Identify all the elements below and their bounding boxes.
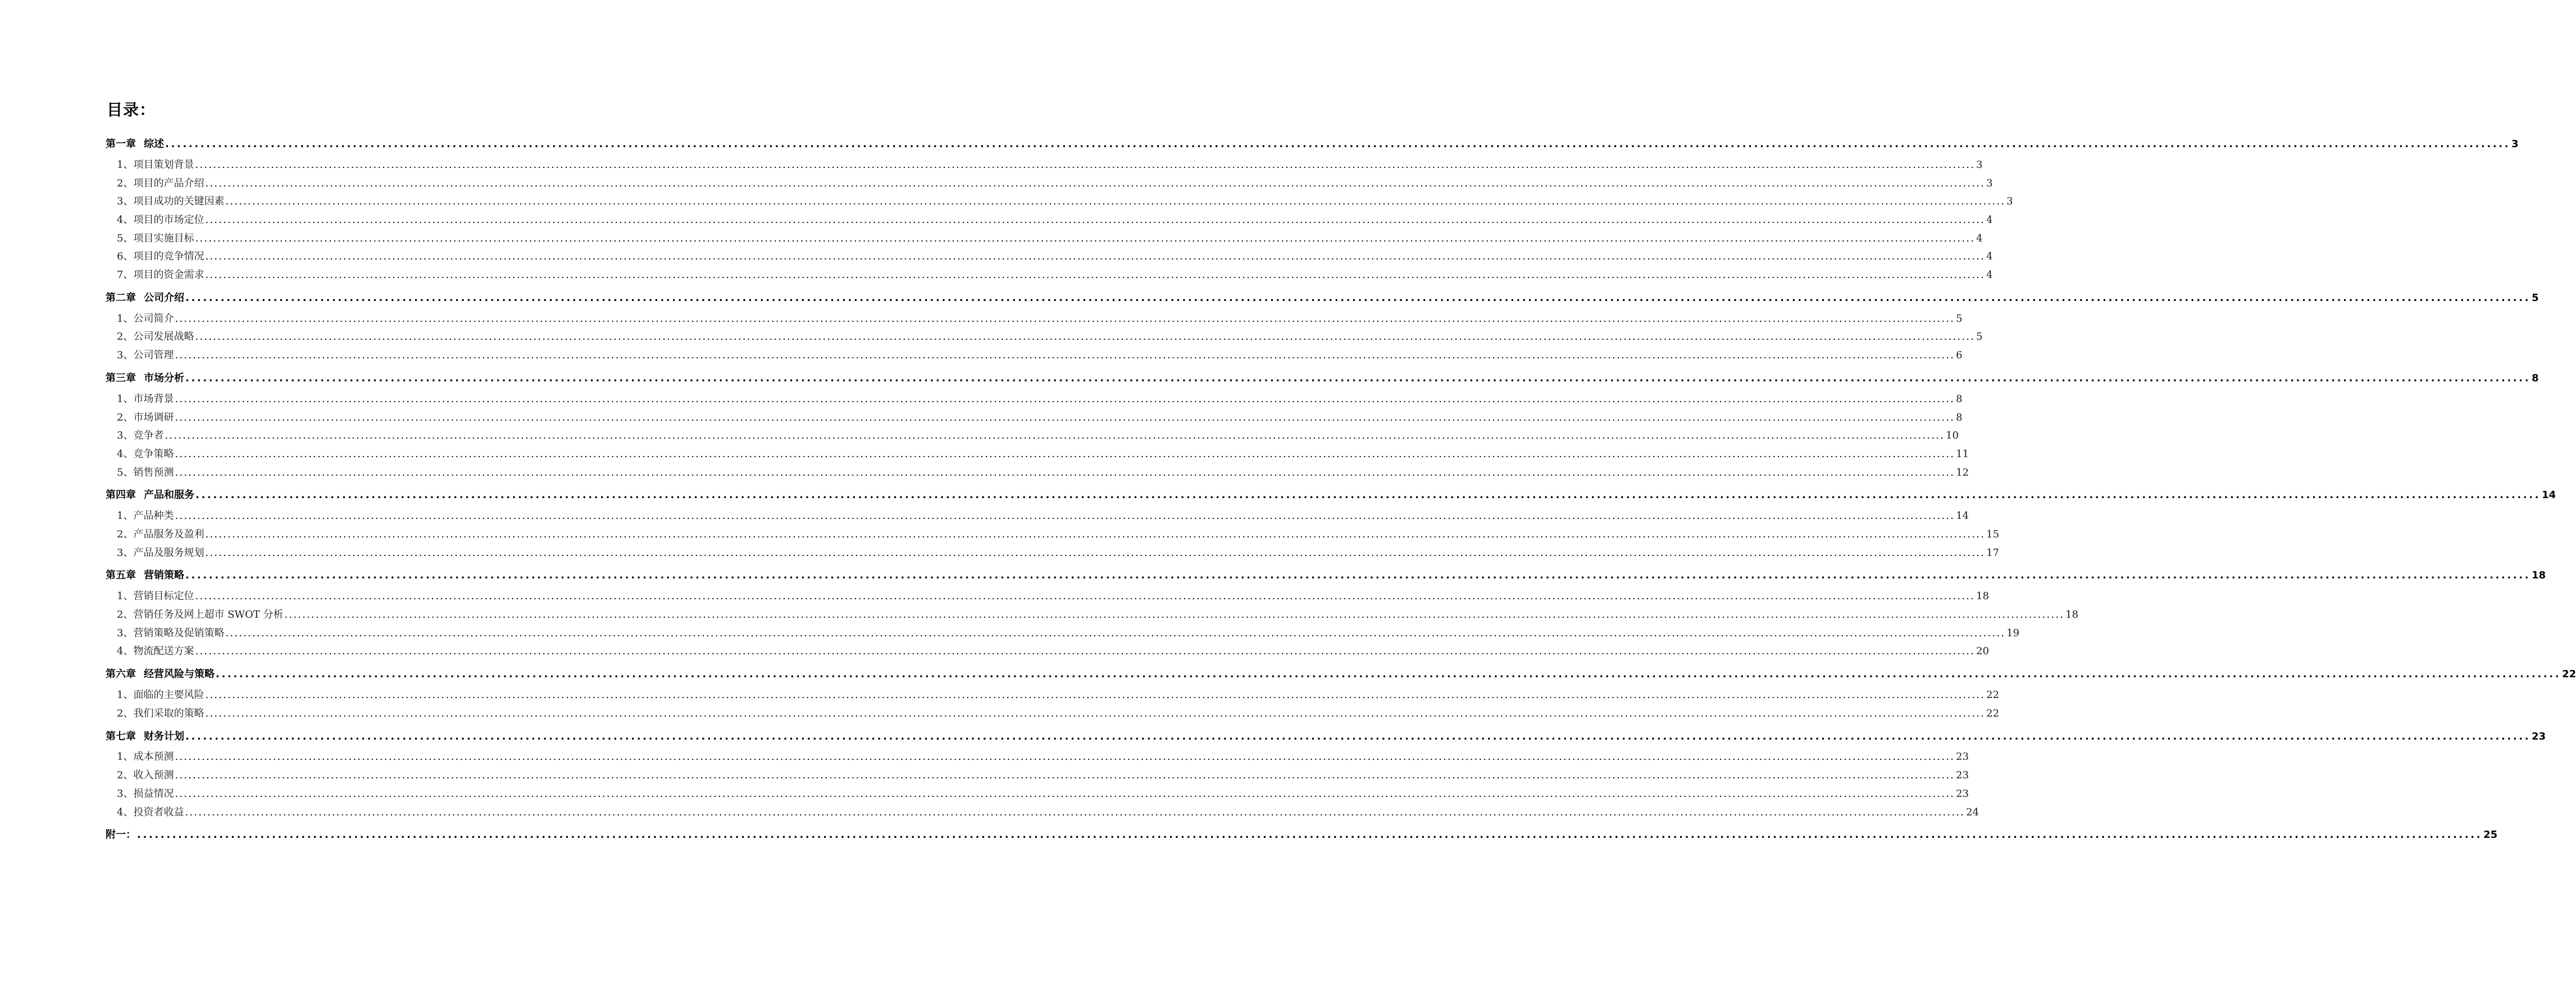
- toc-section-entry[interactable]: [106, 767, 1969, 785]
- chapter-label: [106, 484, 195, 507]
- dot-leader: ................................................................................................................................................................................................................................................................................................................................................................................................................: [175, 769, 1955, 782]
- dot-leader: ................................................................................................................................................................................................................................................................................................................................................................................................................: [185, 291, 2531, 304]
- dot-leader: ................................................................................................................................................................................................................................................................................................................................................................................................................: [175, 349, 1955, 362]
- section-label: 4、项目的市场定位: [117, 211, 205, 230]
- section-label: 2、公司发展战略: [117, 328, 195, 346]
- dot-leader: ................................................................................................................................................................................................................................................................................................................................................................................................................: [165, 430, 1945, 442]
- chapter-label: [106, 725, 185, 749]
- section-label: 4、投资者收益: [117, 804, 185, 822]
- dot-leader: ................................................................................................................................................................................................................................................................................................................................................................................................................: [195, 331, 1976, 343]
- section-label: 4、物流配送方案: [117, 642, 195, 661]
- section-page-number: 11: [1955, 445, 1969, 464]
- section-page-number: 3: [1985, 175, 1992, 193]
- chapter-number: 第六章: [106, 668, 136, 681]
- toc-section-entry[interactable]: [106, 464, 1969, 482]
- section-page-number: 17: [1985, 544, 1999, 563]
- section-label: 1、产品种类: [117, 507, 175, 526]
- toc-section-entry[interactable]: [106, 346, 1963, 365]
- section-list: [106, 156, 2013, 286]
- toc-section-entry[interactable]: [106, 544, 2000, 563]
- section-label: 4、竞争策略: [117, 445, 175, 464]
- dot-leader: ................................................................................................................................................................................................................................................................................................................................................................................................................: [205, 250, 1986, 263]
- chapter-page-number: 23: [2531, 725, 2546, 749]
- section-page-number: 23: [1955, 785, 1969, 804]
- section-label: 7、项目的资金需求: [117, 266, 205, 285]
- toc-chapter-entry[interactable]: [106, 823, 2498, 847]
- section-page-number: 23: [1955, 767, 1969, 785]
- dot-leader: ................................................................................................................................................................................................................................................................................................................................................................................................................: [205, 214, 1986, 226]
- chapter-title: 营销策略: [144, 569, 184, 582]
- chapter-page-number: 8: [2531, 367, 2539, 390]
- chapter-title: 市场分析: [144, 372, 184, 384]
- dot-leader: ................................................................................................................................................................................................................................................................................................................................................................................................................: [205, 689, 1986, 701]
- dot-leader: ................................................................................................................................................................................................................................................................................................................................................................................................................: [195, 645, 1976, 658]
- toc-chapter-entry[interactable]: [106, 484, 2556, 507]
- section-page-number: 5: [1975, 328, 1982, 346]
- toc-section-entry[interactable]: [106, 230, 1983, 248]
- dot-leader: ................................................................................................................................................................................................................................................................................................................................................................................................................: [205, 707, 1986, 719]
- section-label: 1、营销目标定位: [117, 587, 195, 606]
- chapter-label: [106, 286, 185, 310]
- toc-section-entry[interactable]: [106, 156, 1983, 175]
- chapter-title: 产品和服务: [144, 489, 194, 501]
- section-list: [106, 587, 2079, 663]
- section-page-number: 19: [2005, 624, 2019, 643]
- toc-section-entry[interactable]: [106, 804, 1979, 822]
- toc-section-entry[interactable]: [106, 390, 1963, 409]
- section-page-number: 24: [1965, 804, 1979, 822]
- chapter-page-number: 18: [2531, 564, 2546, 587]
- section-label: 1、公司简介: [117, 310, 175, 329]
- dot-leader: ................................................................................................................................................................................................................................................................................................................................................................................................................: [175, 510, 1955, 522]
- section-page-number: 6: [1955, 346, 1962, 365]
- toc-chapter-entry[interactable]: [106, 133, 2519, 156]
- section-page-number: 3: [2005, 193, 2013, 211]
- section-label: 2、项目的产品介绍: [117, 175, 205, 193]
- chapter-page-number: 14: [2541, 484, 2556, 507]
- section-page-number: 10: [1945, 427, 1959, 445]
- dot-leader: ................................................................................................................................................................................................................................................................................................................................................................................................................: [175, 448, 1955, 460]
- section-list: [106, 507, 2000, 564]
- toc-section-entry[interactable]: [106, 248, 1993, 266]
- toc-section-entry[interactable]: [106, 445, 1969, 464]
- toc-section-entry[interactable]: [106, 329, 1983, 347]
- chapter-number: 第一章: [106, 138, 136, 150]
- chapter-number: 第二章: [106, 291, 136, 304]
- toc-section-entry[interactable]: [106, 587, 1990, 606]
- section-label: 3、产品及服务规划: [117, 544, 205, 563]
- toc-chapter-entry[interactable]: [106, 367, 2539, 390]
- page-title: 目录：: [107, 101, 156, 119]
- dot-leader: ................................................................................................................................................................................................................................................................................................................................................................................................................: [205, 269, 1986, 281]
- dot-leader: ................................................................................................................................................................................................................................................................................................................................................................................................................: [216, 668, 2561, 681]
- toc-section-entry[interactable]: [106, 427, 1959, 445]
- section-page-number: 5: [1955, 310, 1962, 329]
- dot-leader: ................................................................................................................................................................................................................................................................................................................................................................................................................: [185, 806, 1965, 818]
- section-page-number: 22: [1985, 686, 1999, 705]
- chapter-title: 财务计划: [144, 730, 184, 742]
- chapter-title: 公司介绍: [144, 291, 184, 304]
- section-label: 6、项目的竞争情况: [117, 248, 205, 266]
- section-page-number: 4: [1985, 211, 1992, 230]
- dot-leader: ................................................................................................................................................................................................................................................................................................................................................................................................................: [195, 158, 1976, 171]
- chapter-label: [106, 367, 185, 390]
- dot-leader: ................................................................................................................................................................................................................................................................................................................................................................................................................: [195, 489, 2541, 501]
- section-label: 1、面临的主要风险: [117, 686, 205, 705]
- dot-leader: ................................................................................................................................................................................................................................................................................................................................................................................................................: [175, 393, 1955, 405]
- dot-leader: ................................................................................................................................................................................................................................................................................................................................................................................................................: [165, 138, 2511, 150]
- section-page-number: 22: [1985, 705, 1999, 723]
- section-list: [106, 310, 1983, 367]
- dot-leader: ................................................................................................................................................................................................................................................................................................................................................................................................................: [137, 829, 2483, 841]
- dot-leader: ................................................................................................................................................................................................................................................................................................................................................................................................................: [195, 590, 1976, 603]
- toc-section-entry[interactable]: [106, 705, 2000, 723]
- dot-leader: ................................................................................................................................................................................................................................................................................................................................................................................................................: [175, 312, 1955, 325]
- section-page-number: 14: [1955, 507, 1969, 526]
- dot-leader: ................................................................................................................................................................................................................................................................................................................................................................................................................: [175, 787, 1955, 800]
- toc-section-entry[interactable]: [106, 507, 1969, 526]
- section-label: 3、项目成功的关键因素: [117, 193, 225, 211]
- section-page-number: 4: [1985, 248, 1992, 266]
- section-label: 1、成本预测: [117, 748, 175, 767]
- chapter-number: 第七章: [106, 730, 136, 742]
- chapter-label: [106, 823, 137, 847]
- section-label: 5、项目实施目标: [117, 230, 195, 248]
- toc-chapter-entry[interactable]: [106, 725, 2546, 749]
- toc-section-entry[interactable]: [106, 749, 1969, 767]
- dot-leader: ................................................................................................................................................................................................................................................................................................................................................................................................................: [205, 177, 1986, 189]
- toc-section-entry[interactable]: [106, 409, 1963, 427]
- section-label: 2、营销任务及网上超市 SWOT 分析: [117, 606, 285, 624]
- section-label: 2、收入预测: [117, 767, 175, 785]
- section-list: [106, 749, 1979, 824]
- toc-section-entry[interactable]: [106, 193, 2013, 211]
- dot-leader: ................................................................................................................................................................................................................................................................................................................................................................................................................: [284, 609, 2065, 621]
- section-page-number: 4: [1985, 266, 1992, 285]
- section-label: 2、我们采取的策略: [117, 705, 205, 723]
- toc-section-entry[interactable]: [106, 266, 1993, 285]
- toc-section-entry[interactable]: [106, 642, 1990, 661]
- chapter-page-number: 5: [2531, 286, 2539, 310]
- section-label: 5、销售预测: [117, 464, 175, 482]
- section-page-number: 8: [1955, 390, 1962, 409]
- chapter-title: 经营风险与策略: [144, 668, 215, 681]
- chapter-label: [106, 663, 216, 686]
- section-list: [106, 390, 1969, 484]
- toc-section-entry[interactable]: [106, 606, 2079, 624]
- toc-section-entry[interactable]: [106, 785, 1969, 804]
- section-page-number: 12: [1955, 464, 1969, 482]
- chapter-number: 附一：: [106, 829, 136, 841]
- section-page-number: 18: [2064, 606, 2078, 624]
- table-of-contents: [106, 133, 2576, 847]
- section-label: 3、营销策略及促销策略: [117, 624, 225, 643]
- section-label: 3、竞争者: [117, 427, 165, 445]
- toc-section-entry[interactable]: [106, 686, 2000, 705]
- chapter-page-number: 22: [2561, 663, 2576, 686]
- chapter-page-number: 3: [2510, 133, 2519, 156]
- section-page-number: 3: [1975, 156, 1982, 175]
- chapter-number: 第五章: [106, 569, 136, 582]
- section-page-number: 4: [1975, 230, 1982, 248]
- dot-leader: ................................................................................................................................................................................................................................................................................................................................................................................................................: [175, 751, 1955, 763]
- toc-section-entry[interactable]: [106, 175, 1993, 193]
- chapter-page-number: 25: [2482, 823, 2497, 847]
- toc-chapter-entry[interactable]: [106, 564, 2546, 587]
- dot-leader: ................................................................................................................................................................................................................................................................................................................................................................................................................: [175, 411, 1955, 423]
- toc-chapter-entry[interactable]: [106, 663, 2576, 686]
- chapter-label: [106, 133, 165, 156]
- section-page-number: 8: [1955, 409, 1962, 427]
- dot-leader: ................................................................................................................................................................................................................................................................................................................................................................................................................: [185, 730, 2531, 742]
- toc-section-entry[interactable]: [106, 624, 2020, 643]
- dot-leader: ................................................................................................................................................................................................................................................................................................................................................................................................................: [205, 546, 1986, 559]
- section-label: 3、损益情况: [117, 785, 175, 804]
- dot-leader: ................................................................................................................................................................................................................................................................................................................................................................................................................: [225, 627, 2006, 639]
- chapter-number: 第四章: [106, 489, 136, 501]
- section-page-number: 18: [1975, 587, 1989, 606]
- section-list: [106, 686, 2000, 724]
- section-label: 1、市场背景: [117, 390, 175, 409]
- dot-leader: ................................................................................................................................................................................................................................................................................................................................................................................................................: [185, 372, 2531, 384]
- section-label: 2、产品服务及盈利: [117, 526, 205, 544]
- toc-section-entry[interactable]: [106, 526, 2000, 544]
- toc-chapter-entry[interactable]: [106, 286, 2539, 310]
- dot-leader: ................................................................................................................................................................................................................................................................................................................................................................................................................: [195, 232, 1976, 244]
- section-page-number: 15: [1985, 526, 1999, 544]
- section-page-number: 23: [1955, 748, 1969, 767]
- chapter-number: 第三章: [106, 372, 136, 384]
- chapter-label: [106, 564, 185, 587]
- section-label: 1、项目策划背景: [117, 156, 195, 175]
- dot-leader: ................................................................................................................................................................................................................................................................................................................................................................................................................: [185, 569, 2531, 582]
- section-page-number: 20: [1975, 642, 1989, 661]
- toc-section-entry[interactable]: [106, 211, 1993, 230]
- section-label: 2、市场调研: [117, 409, 175, 427]
- dot-leader: ................................................................................................................................................................................................................................................................................................................................................................................................................: [205, 528, 1986, 540]
- dot-leader: ................................................................................................................................................................................................................................................................................................................................................................................................................: [225, 195, 2006, 208]
- dot-leader: ................................................................................................................................................................................................................................................................................................................................................................................................................: [175, 466, 1955, 478]
- chapter-title: 综述: [144, 138, 164, 150]
- toc-section-entry[interactable]: [106, 310, 1963, 329]
- section-label: 3、公司管理: [117, 346, 175, 365]
